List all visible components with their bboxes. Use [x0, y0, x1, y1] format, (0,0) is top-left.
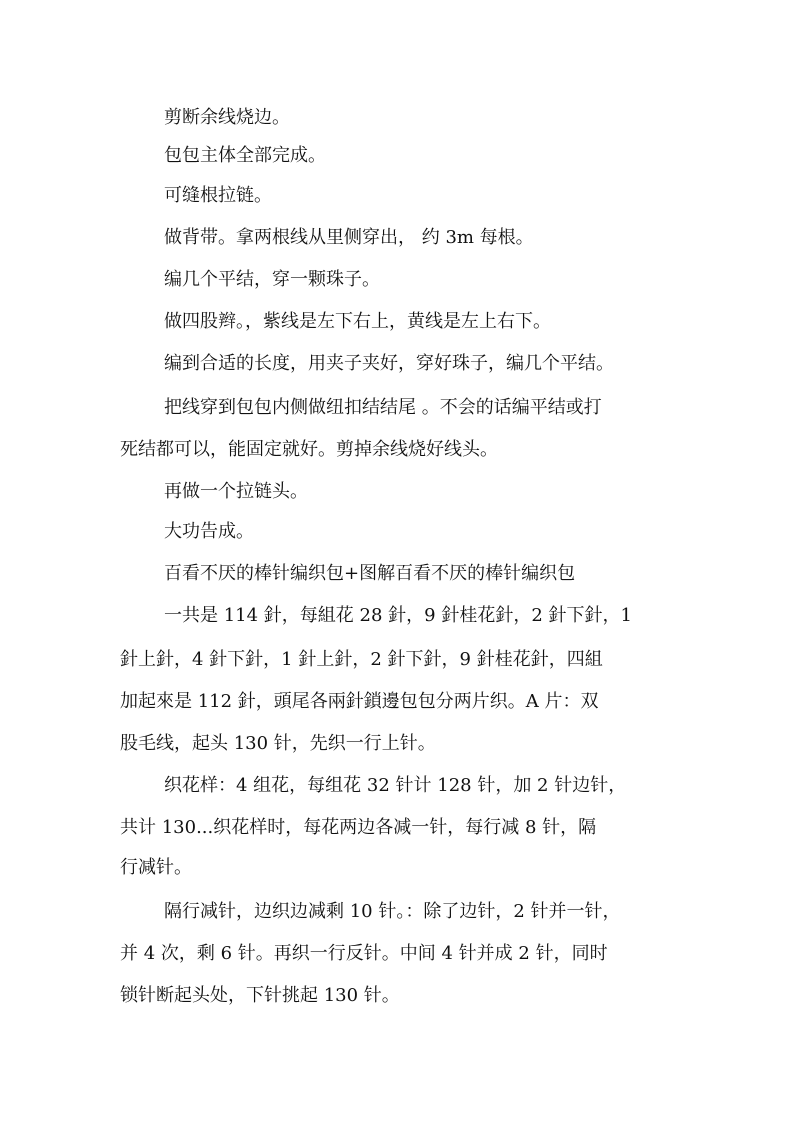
- paragraph-line-4: 做背带。拿两根线从里侧穿出， 约 3m 每根。: [164, 227, 534, 248]
- paragraph-line-22: 锁针断起头处，下针挑起 130 针。: [120, 985, 400, 1006]
- paragraph-line-7: 编到合适的长度，用夹子夹好，穿好珠子，编几个平结。: [164, 353, 614, 374]
- paragraph-line-2: 包包主体全部完成。: [164, 145, 326, 166]
- paragraph-line-9: 死结都可以，能固定就好。剪掉余线烧好线头。: [120, 439, 498, 460]
- paragraph-line-6: 做四股辫。，紫线是左下右上，黄线是左上右下。: [164, 311, 551, 332]
- paragraph-line-13: 一共是 114 針，每組花 28 針，9 針桂花針，2 針下針，1: [164, 605, 632, 626]
- paragraph-line-14: 針上針，4 針下針，1 針上針，2 針下針，9 針桂花針，四組: [120, 649, 603, 670]
- paragraph-line-20: 隔行减针，边织边减剩 10 针。：除了边针，2 针并一针，: [164, 901, 621, 922]
- paragraph-line-10: 再做一个拉链头。: [164, 481, 308, 502]
- paragraph-line-12: 百看不厌的棒针编织包+图解百看不厌的棒针编织包: [164, 563, 576, 584]
- paragraph-line-17: 织花样：4 组花，每组花 32 针计 128 针，加 2 针边针，: [164, 775, 627, 796]
- paragraph-line-16: 股毛线，起头 130 针，先织一行上针。: [120, 733, 436, 754]
- paragraph-line-1: 剪断余线烧边。: [164, 107, 290, 128]
- paragraph-line-8: 把线穿到包包内侧做纽扣结结尾 。不会的话编平结或打: [164, 397, 602, 418]
- paragraph-line-11: 大功告成。: [164, 521, 254, 542]
- paragraph-line-3: 可缝根拉链。: [164, 185, 272, 206]
- paragraph-line-5: 编几个平结，穿一颗珠子。: [164, 269, 380, 290]
- paragraph-line-18: 共计 130...织花样时，每花两边各减一针，每行减 8 针，隔: [120, 817, 597, 838]
- paragraph-line-15: 加起來是 112 針，頭尾各兩針鎖邊包包分两片织。A 片：双: [120, 691, 599, 712]
- paragraph-line-19: 行减针。: [120, 857, 192, 878]
- paragraph-line-21: 并 4 次，剩 6 针。再织一行反针。中间 4 针并成 2 针，同时: [120, 943, 608, 964]
